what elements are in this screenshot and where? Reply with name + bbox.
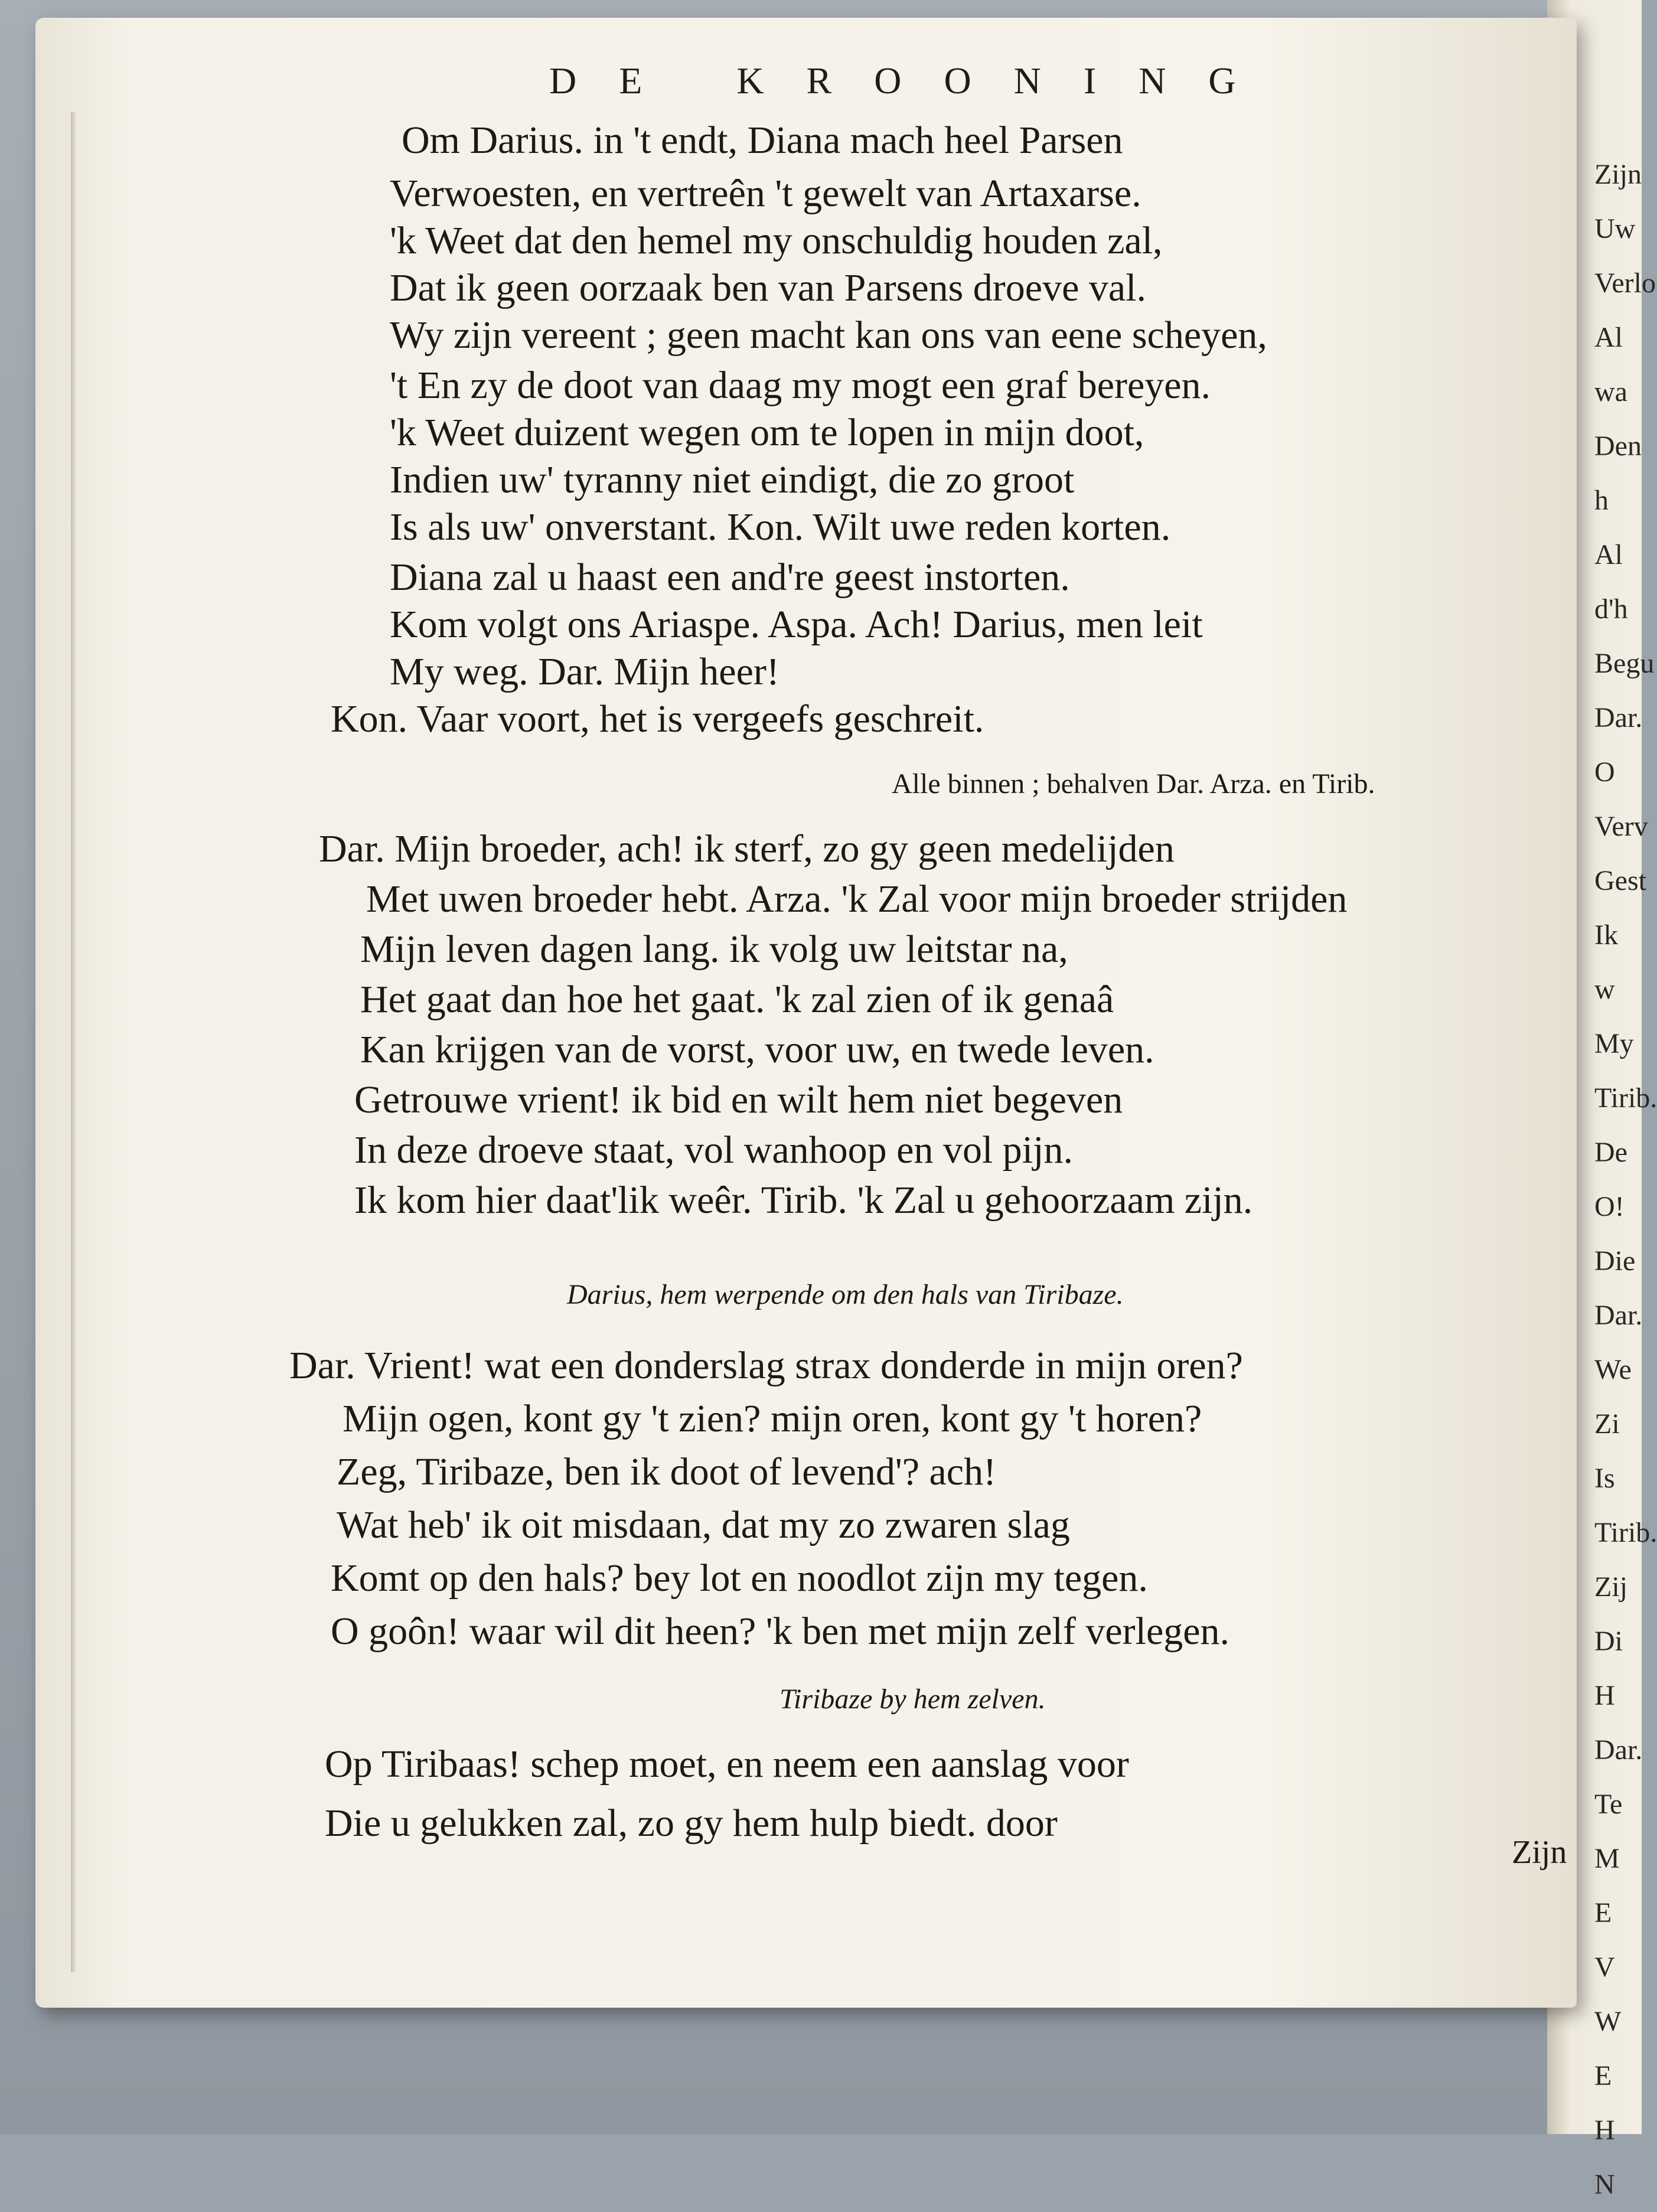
- verse-line: My weg. Dar. Mijn heer!: [390, 650, 779, 693]
- verse-line: Die u gelukken zal, zo gy hem hulp biedt. door: [325, 1802, 1058, 1845]
- running-head: DE KROONING: [549, 60, 1278, 102]
- verse-line: Getrouwe vrient! ik bid en wilt hem niet begeven: [354, 1078, 1123, 1121]
- verse-line: 't En zy de doot van daag my mogt een graf bereyen.: [390, 364, 1211, 407]
- next-page-fragment: Gest: [1594, 865, 1646, 896]
- verse-line: Op Tiribaas! schep moet, en neem een aanslag voor: [325, 1743, 1129, 1786]
- verse-line: Ik kom hier daat'lik weêr. Tirib. 'k Zal u gehoorzaam zijn.: [354, 1179, 1253, 1222]
- next-page-fragment: M: [1594, 1843, 1620, 1874]
- verse-line: Zeg, Tiribaze, ben ik doot of levend'? ach!: [337, 1450, 997, 1493]
- next-page-fragment: E: [1594, 1897, 1612, 1929]
- verse-line: Dat ik geen oorzaak ben van Parsens droeve val.: [390, 266, 1147, 309]
- next-page-fragment: Zij: [1594, 1571, 1627, 1603]
- next-page-fragment: Dar. O: [1594, 702, 1643, 788]
- next-page-fragment: V: [1594, 1952, 1615, 1983]
- next-page-fragment: Verlo: [1594, 267, 1656, 299]
- next-page-fragment: Is: [1594, 1463, 1615, 1494]
- next-page-fragment: Zijn: [1594, 159, 1642, 190]
- next-page-fragment: Al wa: [1594, 322, 1627, 407]
- next-page-fragment: Begu: [1594, 648, 1655, 679]
- next-page-fragment: Verv: [1594, 811, 1648, 842]
- stage-direction: Darius, hem werpende om den hals van Tiribaze.: [567, 1279, 1124, 1310]
- verse-line: Kan krijgen van de vorst, voor uw, en twede leven.: [360, 1028, 1154, 1071]
- verse-line: Is als uw' onverstant. Kon. Wilt uwe reden korten.: [390, 505, 1171, 549]
- next-page-fragment: H: [1594, 2115, 1615, 2146]
- next-page-fragment: Di: [1594, 1626, 1623, 1657]
- verse-line: Mijn ogen, kont gy 't zien? mijn oren, kont gy 't horen?: [343, 1397, 1202, 1440]
- next-page-fragment: Te: [1594, 1789, 1623, 1820]
- next-page-fragment: E: [1594, 2060, 1612, 2092]
- verse-line: Om Darius. in 't endt, Diana mach heel Parsen: [402, 119, 1123, 162]
- next-page-fragment: We: [1594, 1354, 1632, 1385]
- next-page-fragment: Zi: [1594, 1408, 1620, 1440]
- next-page-fragment: Dar.: [1594, 1300, 1643, 1331]
- verse-line: Wat heb' ik oit misdaan, dat my zo zwaren slag: [337, 1503, 1070, 1547]
- next-page-fragment: Ik w: [1594, 919, 1618, 1005]
- verse-line: Dar. Vrient! wat een donderslag strax donderde in mijn oren?: [289, 1344, 1243, 1387]
- next-page-fragment: W: [1594, 2006, 1622, 2037]
- verse-line: In deze droeve staat, vol wanhoop en vol pijn.: [354, 1128, 1073, 1172]
- verse-line: Diana zal u haast een and're geest instorten.: [390, 556, 1070, 599]
- verse-line: Komt op den hals? bey lot en noodlot zijn my tegen.: [331, 1557, 1148, 1600]
- verse-line: Kon. Vaar voort, het is vergeefs geschreit.: [331, 697, 984, 740]
- next-page-fragment: Al d'h: [1594, 539, 1628, 625]
- next-page-fragment: Tirib.: [1594, 1517, 1657, 1548]
- next-page-fragment: Die: [1594, 1245, 1636, 1277]
- next-page-fragment: N: [1594, 2169, 1615, 2200]
- next-page-fragment: Tirib.: [1594, 1082, 1657, 1114]
- verse-line: Mijn leven dagen lang. ik volg uw leitstar na,: [360, 928, 1068, 971]
- verse-line: Het gaat dan hoe het gaat. 'k zal zien of ik genaâ: [360, 978, 1114, 1021]
- next-page-fragment: My: [1594, 1028, 1634, 1059]
- verse-line: Met uwen broeder hebt. Arza. 'k Zal voor mijn broeder strijden: [366, 877, 1348, 921]
- next-page-fragment: Den h: [1594, 430, 1642, 516]
- verse-line: O goôn! waar wil dit heen? 'k ben met mijn zelf verlegen.: [331, 1610, 1230, 1653]
- next-page-fragment: De: [1594, 1137, 1627, 1168]
- verse-line: 'k Weet duizent wegen om te lopen in mijn doot,: [390, 411, 1144, 454]
- next-page-fragment: O!: [1594, 1191, 1625, 1222]
- verse-line: Indien uw' tyranny niet eindigt, die zo groot: [390, 458, 1075, 501]
- verse-line: Dar. Mijn broeder, ach! ik sterf, zo gy geen medelijden: [319, 827, 1175, 870]
- stage-direction: Alle binnen ; behalven Dar. Arza. en Tirib.: [892, 768, 1375, 800]
- next-page-fragment: H: [1594, 1680, 1615, 1711]
- verse-line: 'k Weet dat den hemel my onschuldig houden zal,: [390, 219, 1163, 262]
- verse-line: Verwoesten, en vertreên 't gewelt van Artaxarse.: [390, 172, 1141, 215]
- verse-line: Kom volgt ons Ariaspe. Aspa. Ach! Darius, men leit: [390, 603, 1203, 646]
- stage-direction: Tiribaze by hem zelven.: [779, 1684, 1046, 1715]
- next-page-fragment: Uw: [1594, 213, 1636, 244]
- verse-line: Wy zijn vereent ; geen macht kan ons van eene scheyen,: [390, 314, 1267, 357]
- next-page-fragment: Dar.: [1594, 1734, 1643, 1766]
- catchword: Zijn: [1512, 1834, 1567, 1871]
